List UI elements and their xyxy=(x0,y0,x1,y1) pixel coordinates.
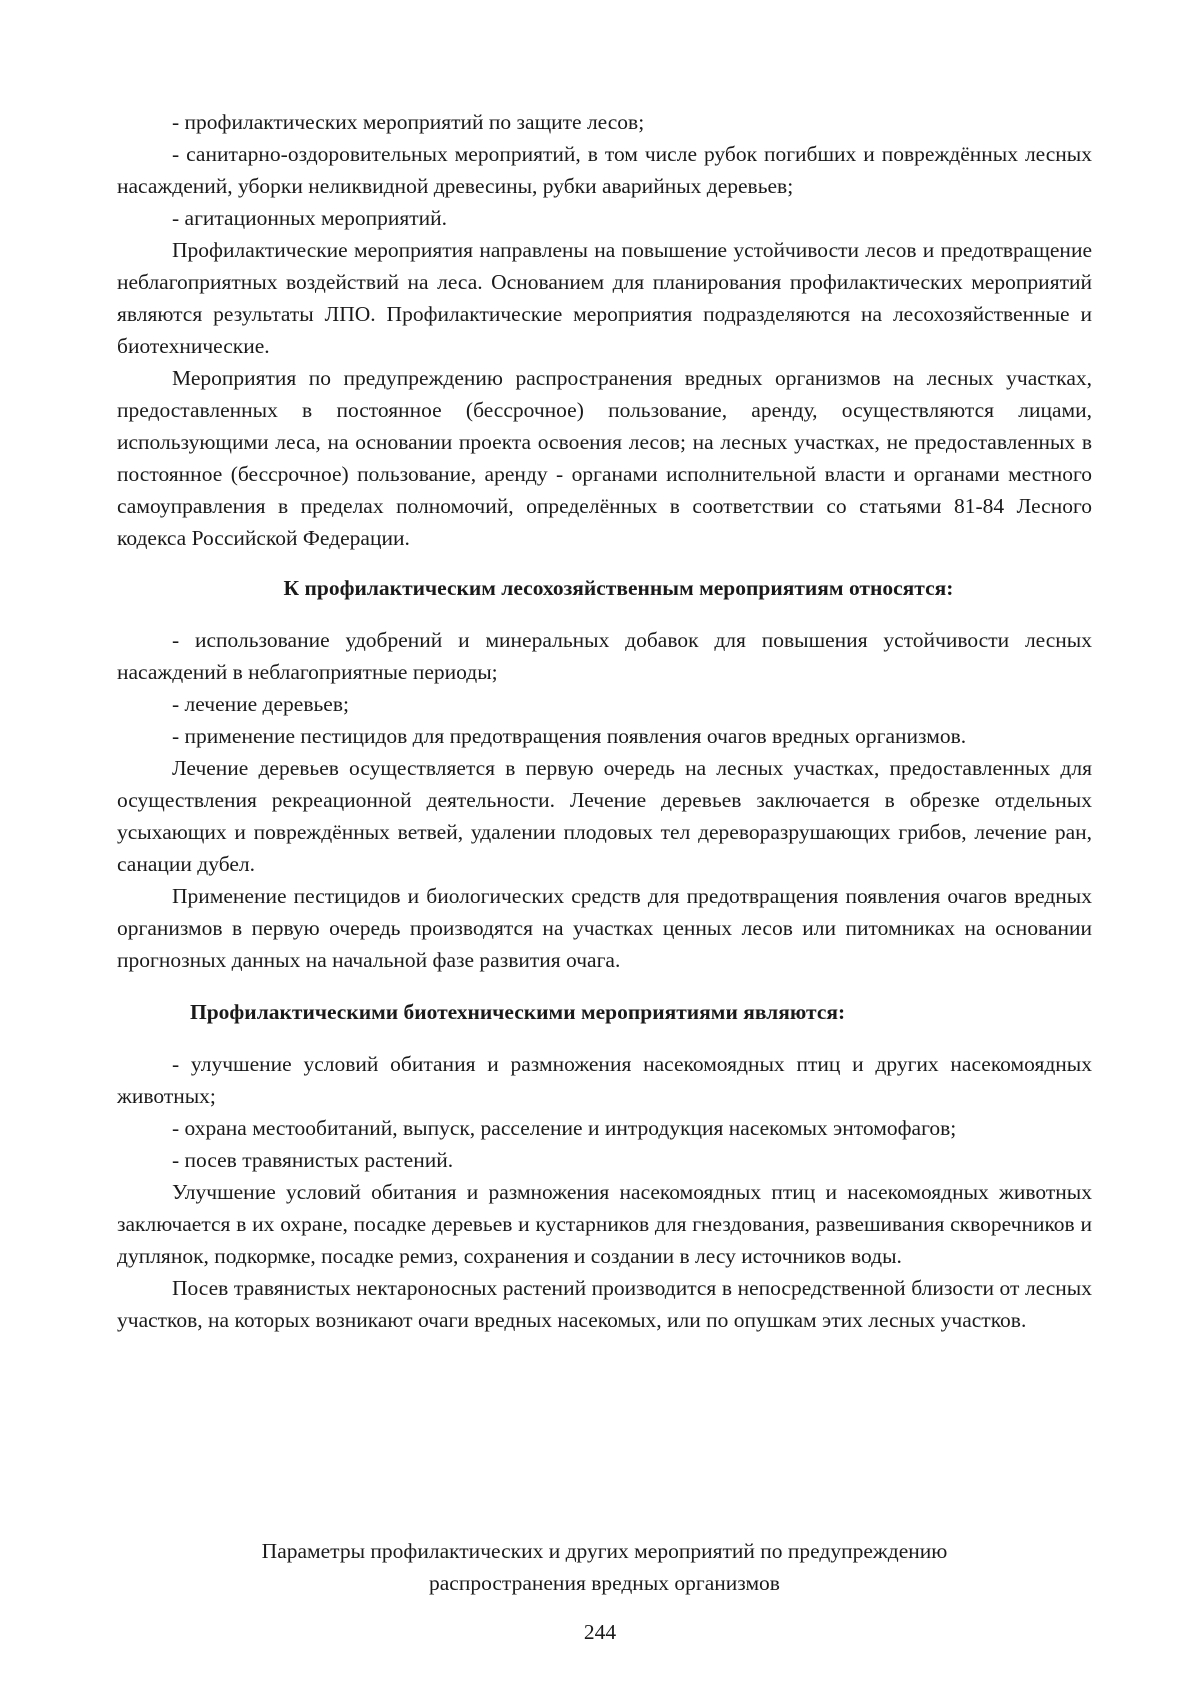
paragraph: Лечение деревьев осуществляется в первую очередь на лесных участках, предоставленных для осуществления рекреационной деятельности. Лечение деревьев заключается в обрезке отдельных усыхающих и повреждённых ветвей, удалении плодовых тел дереворазрушающих грибов, лечение ран, санации дубел. xyxy=(117,756,1092,876)
list-item: - использование удобрений и минеральных добавок для повышения устойчивости лесных насаждений в неблагоприятные периоды; xyxy=(117,628,1092,684)
paragraph: Посев травянистых нектароносных растений производится в непосредственной близости от лесных участков, на которых возникают очаги вредных насекомых, или по опушкам этих лесных участков. xyxy=(117,1276,1092,1332)
document-page xyxy=(117,106,1092,1336)
list-item: - посев травянистых растений. xyxy=(172,1148,454,1172)
page-number: 244 xyxy=(583,1620,617,1644)
list-item: - лечение деревьев; xyxy=(172,692,349,716)
table-caption xyxy=(117,1535,1092,1599)
caption-line-2: распространения вредных организмов xyxy=(429,1571,780,1595)
caption-line-1: Параметры профилактических и других мероприятий по предупреждению xyxy=(261,1539,948,1563)
paragraph: Улучшение условий обитания и размножения насекомоядных птиц и насекомоядных животных заключается в их охране, посадке деревьев и кустарников для гнездования, развешивания скворечников и дуплянок, подкормке, посадке ремиз, сохранения и создании в лесу источников воды. xyxy=(117,1180,1092,1268)
section-heading-forestry: К профилактическим лесохозяйственным мероприятиям относятся: xyxy=(283,576,954,600)
paragraph: Профилактические мероприятия направлены на повышение устойчивости лесов и предотвращение неблагоприятных воздействий на леса. Основанием для планирования профилактических мероприятий являются результаты ЛПО. Профилактические мероприятия подразделяются на лесохозяйственные и биотехнические. xyxy=(117,238,1092,358)
list-item: - профилактических мероприятий по защите лесов; xyxy=(172,110,645,134)
list-item: - улучшение условий обитания и размножения насекомоядных птиц и других насекомоядных животных; xyxy=(117,1052,1092,1108)
list-item: - агитационных мероприятий. xyxy=(172,206,448,230)
paragraph: Применение пестицидов и биологических средств для предотвращения появления очагов вредных организмов в первую очередь производятся на участках ценных лесов или питомниках на основании прогнозных данных на начальной фазе развития очага. xyxy=(117,884,1092,972)
list-item: - охрана местообитаний, выпуск, расселение и интродукция насекомых энтомофагов; xyxy=(172,1116,957,1140)
list-item: - применение пестицидов для предотвращения появления очагов вредных организмов. xyxy=(172,724,967,748)
section-heading-biotechnical: Профилактическими биотехническими мероприятиями являются: xyxy=(190,1000,846,1024)
paragraph: Мероприятия по предупреждению распространения вредных организмов на лесных участках, предоставленных в постоянное (бессрочное) пользование, аренду, осуществляются лицами, использующими леса, на основании проекта освоения лесов; на лесных участках, не предоставленных в постоянное (бессрочное) пользование, аренду - органами исполнительной власти и органами местного самоуправления в пределах полномочий, определённых в соответствии со статьями 81-84 Лесного кодекса Российской Федерации. xyxy=(117,366,1092,550)
list-item: - санитарно-оздоровительных мероприятий, в том числе рубок погибших и повреждённых лесных насаждений, уборки неликвидной древесины, рубки аварийных деревьев; xyxy=(117,142,1092,198)
